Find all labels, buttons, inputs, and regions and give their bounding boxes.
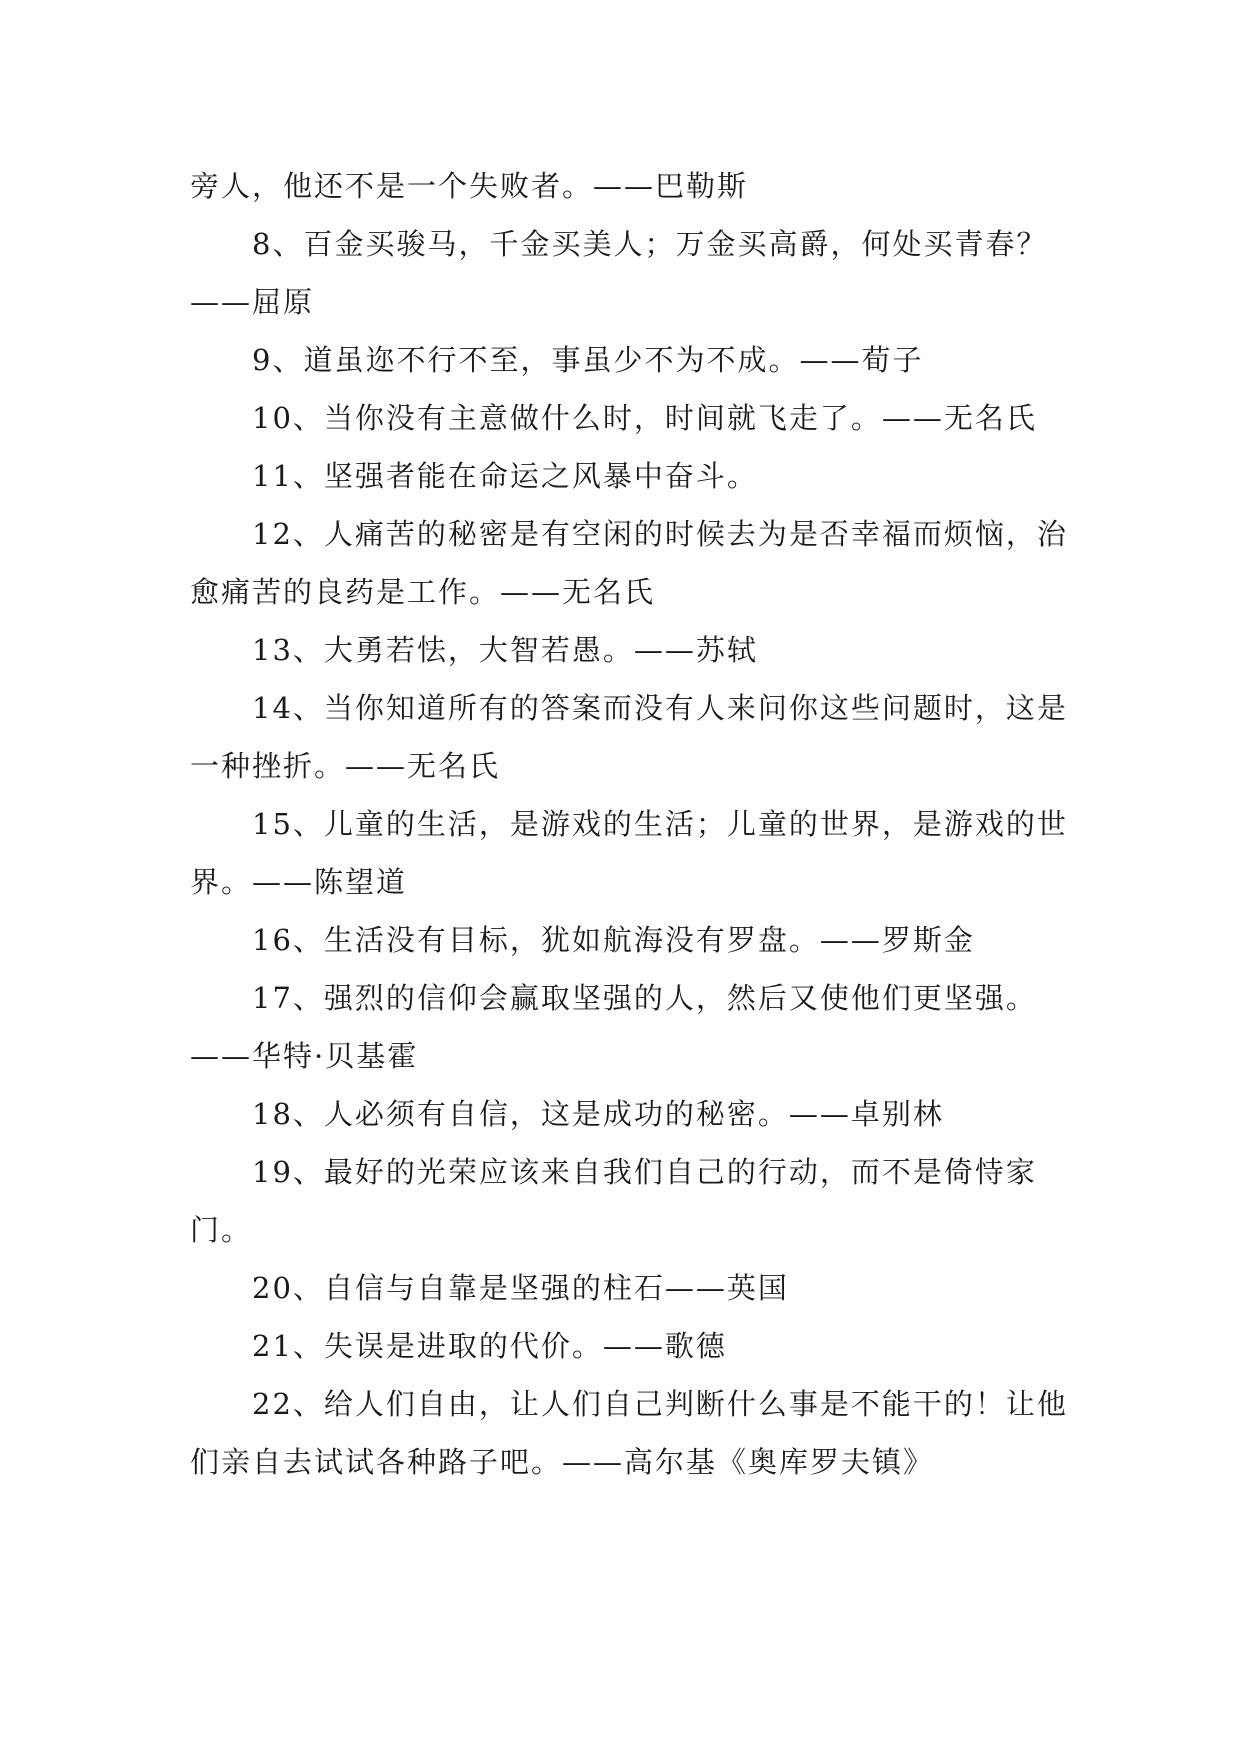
quote-item-20: 20、自信与自靠是坚强的柱石——英国 bbox=[252, 1271, 789, 1305]
quote-item-13: 13、大勇若怯，大智若愚。——苏轼 bbox=[252, 633, 758, 667]
quote-item-21: 21、失误是进取的代价。——歌德 bbox=[252, 1329, 727, 1363]
quote-item-8: 8、百金买骏马，千金买美人；万金买高爵，何处买青春？——屈原 bbox=[190, 227, 1048, 319]
quote-list bbox=[190, 157, 1070, 1491]
quote-item-9: 9、道虽迩不行不至，事虽少不为不成。——荀子 bbox=[252, 343, 924, 377]
quote-item-14: 14、当你知道所有的答案而没有人来问你这些问题时，这是一种挫折。——无名氏 bbox=[190, 691, 1068, 783]
quote-item-18: 18、人必须有自信，这是成功的秘密。——卓别林 bbox=[252, 1097, 944, 1131]
quote-item-15: 15、儿童的生活，是游戏的生活；儿童的世界，是游戏的世界。——陈望道 bbox=[190, 807, 1068, 899]
quote-item-22: 22、给人们自由，让人们自己判断什么事是不能干的！让他们亲自去试试各种路子吧。——高尔基《奥库罗夫镇》 bbox=[190, 1387, 1068, 1479]
quote-item-19: 19、最好的光荣应该来自我们自己的行动，而不是倚恃家门。 bbox=[190, 1155, 1037, 1247]
paragraph-continued: 旁人，他还不是一个失败者。——巴勒斯 bbox=[190, 169, 749, 203]
quote-item-10: 10、当你没有主意做什么时，时间就飞走了。——无名氏 bbox=[252, 401, 1037, 435]
quote-item-17: 17、强烈的信仰会赢取坚强的人，然后又使他们更坚强。——华特·贝基霍 bbox=[190, 981, 1037, 1073]
quote-item-11: 11、坚强者能在命运之风暴中奋斗。 bbox=[252, 459, 758, 493]
quote-item-12: 12、人痛苦的秘密是有空闲的时候去为是否幸福而烦恼，治愈痛苦的良药是工作。——无名氏 bbox=[190, 517, 1068, 609]
quote-item-16: 16、生活没有目标，犹如航海没有罗盘。——罗斯金 bbox=[252, 923, 975, 957]
